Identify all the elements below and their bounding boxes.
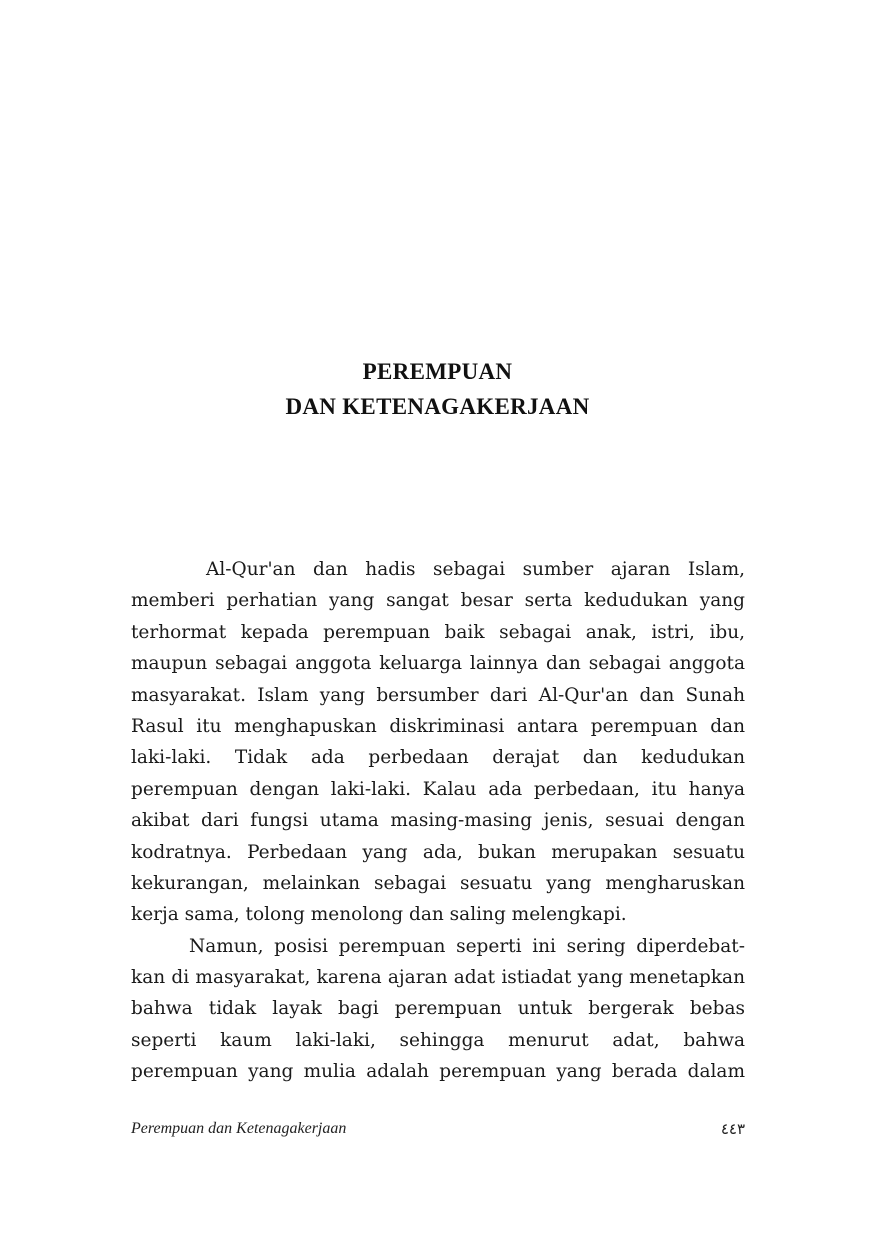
text-line: terhormat kepada perempuan baik sebagai anak, istri, ibu,	[131, 621, 745, 643]
text-line: perempuan dengan laki-laki. Kalau ada perbedaan, itu hanya	[131, 778, 745, 800]
text-line: kodratnya. Perbedaan yang ada, bukan merupakan sesuatu	[131, 841, 745, 863]
chapter-heading	[0, 354, 875, 424]
text-line: bahwa tidak layak bagi perempuan untuk bergerak bebas	[131, 998, 745, 1020]
chapter-heading-line-2: DAN KETENAGAKERJAAN	[285, 394, 590, 419]
text-line: Rasul itu menghapuskan diskriminasi antara perempuan dan	[131, 715, 745, 737]
text-line: Al-Qur'an dan hadis sebagai sumber ajaran Islam,	[206, 559, 745, 580]
text-line: memberi perhatian yang sangat besar serta kedudukan yang	[131, 590, 745, 612]
text-line: maupun sebagai anggota keluarga lainnya dan sebagai anggota	[131, 653, 745, 675]
text-line: kekurangan, melainkan sebagai sesuatu yang mengharuskan	[131, 872, 745, 894]
body-text	[131, 554, 745, 1088]
text-line: kan di masyarakat, karena ajaran adat istiadat yang menetapkan	[131, 967, 745, 989]
chapter-heading-line-1: PEREMPUAN	[362, 359, 513, 384]
page-number: ٤٤٣	[720, 1120, 745, 1138]
text-line: laki-laki. Tidak ada perbedaan derajat dan kedudukan	[131, 747, 745, 769]
text-line: seperti kaum laki-laki, sehingga menurut adat, bahwa	[131, 1029, 745, 1051]
text-line: masyarakat. Islam yang bersumber dari Al-Qur'an dan Sunah	[131, 684, 745, 706]
running-title: Perempuan dan Ketenagakerjaan	[131, 1120, 347, 1137]
text-line: kerja sama, tolong menolong dan saling melengkapi.	[131, 904, 627, 926]
text-line: perempuan yang mulia adalah perempuan yang berada dalam	[131, 1061, 745, 1083]
page-footer	[131, 1120, 745, 1144]
text-line: akibat dari fungsi utama masing-masing jenis, sesuai dengan	[131, 810, 745, 832]
text-line: Namun, posisi perempuan seperti ini sering diperdebat-	[189, 935, 745, 957]
